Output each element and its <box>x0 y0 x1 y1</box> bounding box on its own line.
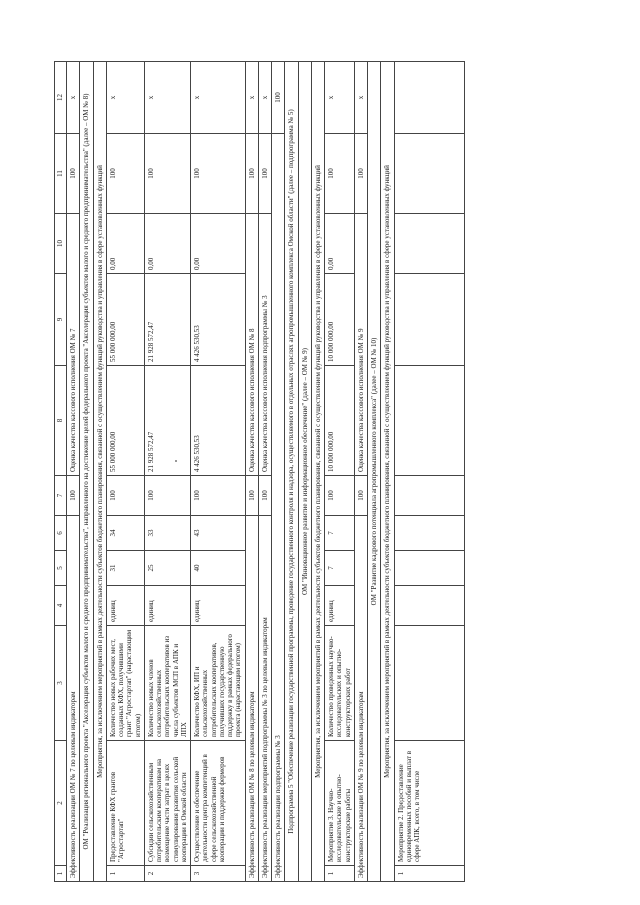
planned-finance: 4 426 530,53 <box>191 366 246 476</box>
section-title: Подпрограмма 5 "Обеспечение реализации государственной программы, проведение государственного контроля и надзора, осуществляемого в отдельных отраслях агропромышленного комплекса Омской области" (далее – подпрограмма № 5) <box>285 62 298 882</box>
row-number: 2 <box>144 866 190 882</box>
indicator-name: Количество новых рабочих мест, созданных КФХ, получившими грант "Агростартап" (нарастающим итогом) <box>106 626 144 741</box>
column-number: 5 <box>55 551 67 586</box>
unit-cell: единиц <box>106 586 144 626</box>
indicator-name: Количество КФХ, ИП и сельскохозяйственных потребительских кооперативов, получивших государственную поддержку в рамках федерального проекта (нарастающим итогом) <box>191 626 246 741</box>
balance-cell: 0,00 <box>106 214 144 274</box>
fact-value: 43 <box>191 516 246 551</box>
cash-quality-label: Оценка качества кассового исполнения подпрограммы № 3 <box>258 214 271 476</box>
result-cell: х <box>191 62 246 134</box>
column-number-row <box>55 62 67 882</box>
table-row <box>394 62 464 882</box>
rotated-table-wrapper <box>54 62 614 882</box>
plan-value: 25 <box>144 551 190 586</box>
result-cell: х <box>325 62 355 134</box>
measure-name: Предоставление КФХ грантов "Агростартап" <box>106 741 144 866</box>
efficiency-label: Эффективность реализации ОМ № 9 по целевым индикаторам <box>354 516 367 882</box>
unit-cell <box>394 586 464 626</box>
planned-finance <box>394 366 464 476</box>
section-title: Мероприятия, за исключением мероприятий в рамках деятельности субъектов бюджетного планирования, связанной с осуществлением функций руководства и управления в сфере установленных функций <box>93 62 106 882</box>
actual-finance: 55 000 000,00 <box>106 274 144 366</box>
unit-cell: единиц <box>325 586 355 626</box>
efficiency-label: Эффективность реализации ОМ № 8 по целевым индикаторам <box>245 516 258 882</box>
result-cell: х <box>67 62 80 134</box>
result-cell: х <box>245 62 258 134</box>
efficiency-row <box>258 62 271 882</box>
planned-finance: 10 000 000,00 <box>325 366 355 476</box>
indicator-name: Количество проведенных научно-исследовательских и опытно-конструкторских работ <box>325 626 355 741</box>
achievement-value: 100 <box>325 476 355 516</box>
efficiency-label: Эффективность реализации подпрограммы № 3 <box>272 134 285 882</box>
table-row <box>191 62 246 882</box>
efficiency-row <box>245 62 258 882</box>
column-number: 1 <box>55 866 67 882</box>
result-cell: х <box>354 62 367 134</box>
section-row <box>311 62 324 882</box>
actual-finance: 21 928 572,47 <box>144 274 190 366</box>
section-row <box>80 62 93 882</box>
row-number: 1 <box>325 866 355 882</box>
section-title: Мероприятия, за исключением мероприятий в рамках деятельности субъектов бюджетного планирования, связанной с осуществлением функций руководства и управления в сфере установленных функций <box>311 62 324 882</box>
achievement-value: 100 <box>144 476 190 516</box>
unit-cell: единиц <box>191 586 246 626</box>
section-title: ОМ "Развитие кадрового потенциала агропромышленного комплекса" (далее – ОМ № 10) <box>368 62 381 882</box>
column-number: 7 <box>55 476 67 516</box>
indicator-name <box>394 626 464 741</box>
achievement-value: 100 <box>106 476 144 516</box>
efficiency-row <box>354 62 367 882</box>
section-title: Мероприятия, за исключением мероприятий в рамках деятельности субъектов бюджетного планирования, связанной с осуществлением функций руководства и управления в сфере установленных функций <box>381 62 394 882</box>
table-row <box>106 62 144 882</box>
fact-value: 7 <box>325 516 355 551</box>
subprogram-efficiency-row <box>272 62 285 882</box>
row-number: 1 <box>106 866 144 882</box>
section-row <box>368 62 381 882</box>
measure-name: Мероприятие 3. Научно-исследовательские и опытно-конструкторские работы <box>325 741 355 866</box>
quality-value: 100 <box>144 134 190 214</box>
row-number: 3 <box>191 866 246 882</box>
efficiency-value: 100 <box>354 476 367 516</box>
plan-value: 40 <box>191 551 246 586</box>
result-cell: х <box>144 62 190 134</box>
cash-quality-value: 100 <box>245 134 258 214</box>
quality-value: 100 <box>106 134 144 214</box>
plan-value: 31 <box>106 551 144 586</box>
result-cell: х <box>106 62 144 134</box>
result-cell <box>394 62 464 134</box>
efficiency-label: Эффективность реализации ОМ № 7 по целевым индикаторам <box>67 516 80 882</box>
cash-quality-label: Оценка качества кассового исполнения ОМ № 8 <box>245 214 258 476</box>
actual-finance: 10 000 000,00 <box>325 274 355 366</box>
plan-value <box>394 551 464 586</box>
cash-quality-value: 100 <box>67 134 80 214</box>
balance-cell: 0,00 <box>325 214 355 274</box>
plan-value: 7 <box>325 551 355 586</box>
cash-quality-label: Оценка качества кассового исполнения ОМ № 9 <box>354 214 367 476</box>
efficiency-label: Эффективность реализации мероприятий подпрограммы № 3 по целевым индикаторам <box>258 516 271 882</box>
table-row <box>325 62 355 882</box>
row-number: 1 <box>394 866 464 882</box>
column-number: 6 <box>55 516 67 551</box>
section-row <box>285 62 298 882</box>
planned-finance: 21 928 572,47 <box>144 366 190 476</box>
evaluation-table <box>54 61 465 882</box>
result-cell: 100 <box>272 62 285 134</box>
balance-cell <box>394 214 464 274</box>
quality-value: 100 <box>191 134 246 214</box>
column-number: 8 <box>55 366 67 476</box>
quality-value: 100 <box>325 134 355 214</box>
balance-cell: 0,00 <box>144 214 190 274</box>
efficiency-row <box>67 62 80 882</box>
section-row <box>298 62 311 882</box>
unit-cell: единиц <box>144 586 190 626</box>
table-row <box>144 62 190 882</box>
cash-quality-value: 100 <box>354 134 367 214</box>
efficiency-value: 100 <box>67 476 80 516</box>
achievement-value <box>394 476 464 516</box>
measure-name: Субсидии сельскохозяйственным потребительским кооперативам на возмещение части затрат в целях стимулирования развития сельской кооперации в Омской области <box>144 741 190 866</box>
achievement-value: 100 <box>191 476 246 516</box>
table-body <box>55 62 465 882</box>
fact-value: 33 <box>144 516 190 551</box>
quality-value <box>394 134 464 214</box>
result-cell: х <box>258 62 271 134</box>
column-number: 4 <box>55 586 67 626</box>
efficiency-value: 100 <box>258 476 271 516</box>
indicator-name: Количество новых членов сельскохозяйственных потребительских кооперативов из числа субъектов МСП в АПК и ЛПХ <box>144 626 190 741</box>
actual-finance <box>394 274 464 366</box>
efficiency-value: 100 <box>245 476 258 516</box>
planned-finance: 55 000 000,00 <box>106 366 144 476</box>
cash-quality-label: Оценка качества кассового исполнения ОМ № 7 <box>67 214 80 476</box>
column-number: 2 <box>55 741 67 866</box>
section-title: ОМ "Реализация регионального проекта "Акселерация субъектов малого и среднего предпринимательства", направленного на достижение целей федерального проекта "Акселерация субъектов малого и среднего предпринимательства" (далее – ОМ № 8) <box>80 62 93 882</box>
fact-value <box>394 516 464 551</box>
column-number: 9 <box>55 274 67 366</box>
section-row <box>93 62 106 882</box>
actual-finance: 4 426 530,53 <box>191 274 246 366</box>
measure-name: Мероприятие 2. Предоставление единовременных пособий и выплат в сфере АПК, всего, в том числе <box>394 741 464 866</box>
cash-quality-value: 100 <box>258 134 271 214</box>
section-row <box>381 62 394 882</box>
section-title: ОМ "Инновационное развитие и информационное обеспечение" (далее – ОМ № 9) <box>298 62 311 882</box>
column-number: 3 <box>55 626 67 741</box>
fact-value: 34 <box>106 516 144 551</box>
column-number: 10 <box>55 214 67 274</box>
column-number: 12 <box>55 62 67 134</box>
balance-cell: 0,00 <box>191 214 246 274</box>
measure-name: Осуществление и обеспечение деятельности центра компетенций в сфере сельскохозяйственной кооперации и поддержки фермеров <box>191 741 246 866</box>
column-number: 11 <box>55 134 67 214</box>
